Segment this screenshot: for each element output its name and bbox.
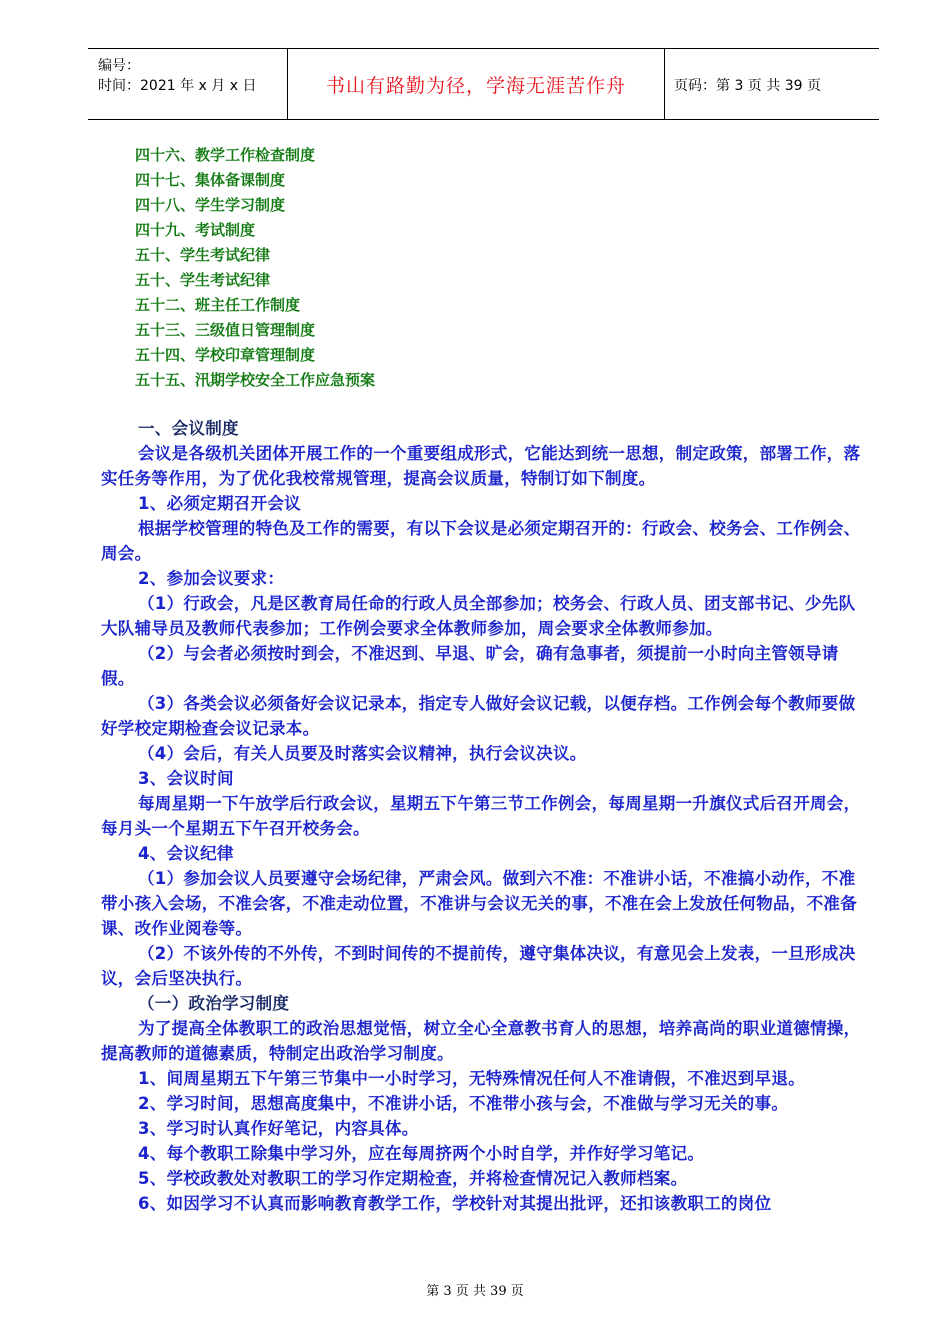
paragraph: （2）与会者必须按时到会，不准迟到、早退、旷会，确有急事者，须提前一小时向主管领导请假。 [101,644,839,688]
paragraph: 3、学习时认真作好笔记，内容具体。 [138,1119,419,1138]
page-footer: 第 3 页 共 39 页 [426,1284,524,1299]
paragraph: 6、如因学习不认真而影响教育教学工作，学校针对其提出批评，还扣该教职工的岗位 [138,1194,772,1213]
page-header [88,48,879,120]
toc-item: 四十六、教学工作检查制度 [135,146,316,164]
subheading: 1、必须定期召开会议 [138,494,301,513]
subheading: 4、会议纪律 [138,844,234,863]
document-time: 时间：2021 年 x 月 x 日 [98,78,257,94]
paragraph: 1、间周星期五下午第三节集中一小时学习，无特殊情况任何人不准请假，不准迟到早退。 [138,1069,805,1088]
document-number: 编号： [98,58,140,74]
paragraph: 4、每个教职工除集中学习外，应在每周挤两个小时自学，并作好学习笔记。 [138,1144,705,1163]
header-slogan: 书山有路勤为径，学海无涯苦作舟 [325,75,626,97]
header-page-cell [664,49,879,119]
table-of-contents [135,143,375,393]
toc-item: 五十五、汛期学校安全工作应急预案 [135,371,376,389]
toc-item: 四十九、考试制度 [135,221,256,239]
toc-item: 五十、学生考试纪律 [135,271,271,289]
header-page-info: 页码：第 3 页 共 39 页 [674,78,821,94]
toc-item: 四十七、集体备课制度 [135,171,286,189]
paragraph: 为了提高全体教职工的政治思想觉悟，树立全心全意教书育人的思想，培养高尚的职业道德情操，提高教师的道德素质，特制定出政治学习制度。 [101,1019,861,1063]
subheading: 3、会议时间 [138,769,234,788]
toc-item: 五十、学生考试纪律 [135,246,271,264]
paragraph: 2、学习时间，思想高度集中，不准讲小话，不准带小孩与会，不准做与学习无关的事。 [138,1094,789,1113]
paragraph: （4）会后，有关人员要及时落实会议精神，执行会议决议。 [138,744,587,763]
toc-item: 五十四、学校印章管理制度 [135,346,316,364]
paragraph: 每周星期一下午放学后行政会议，星期五下午第三节工作例会，每周星期一升旗仪式后召开周会，每月头一个星期五下午召开校务会。 [101,794,861,838]
paragraph: （2）不该外传的不外传，不到时间传的不提前传，遵守集体决议，有意见会上发表，一旦形成决议，会后坚决执行。 [101,944,856,988]
paragraph: 5、学校政教处对教职工的学习作定期检查，并将检查情况记入教师档案。 [138,1169,688,1188]
paragraph: （1）行政会，凡是区教育局任命的行政人员全部参加；校务会、行政人员、团支部书记、少先队大队辅导员及教师代表参加；工作例会要求全体教师参加，周会要求全体教师参加。 [101,594,856,638]
paragraph: 会议是各级机关团体开展工作的一个重要组成形式，它能达到统一思想，制定政策，部署工作，落实任务等作用，为了优化我校常规管理，提高会议质量，特制订如下制度。 [101,444,861,488]
toc-item: 五十三、三级值日管理制度 [135,321,316,339]
header-slogan-cell [287,49,665,119]
document-body [101,416,871,1216]
section-title: 一、会议制度 [138,419,239,438]
toc-item: 四十八、学生学习制度 [135,196,286,214]
subheading: 2、参加会议要求： [138,569,285,588]
paragraph: 根据学校管理的特色及工作的需要，有以下会议是必须定期召开的：行政会、校务会、工作例会、周会。 [101,519,861,563]
header-meta [88,49,286,119]
toc-item: 五十二、班主任工作制度 [135,296,301,314]
paragraph: （3）各类会议必须备好会议记录本，指定专人做好会议记载，以便存档。工作例会每个教师要做好学校定期检查会议记录本。 [101,694,856,738]
paragraph: （1）参加会议人员要遵守会场纪律，严肃会风。做到六不准：不准讲小话，不准搞小动作，不准带小孩入会场，不准会客，不准走动位置，不准讲与会议无关的事，不准在会上发放任何物品，不准备课、改作业阅卷等。 [101,869,857,938]
subheading: （一）政治学习制度 [138,994,290,1013]
